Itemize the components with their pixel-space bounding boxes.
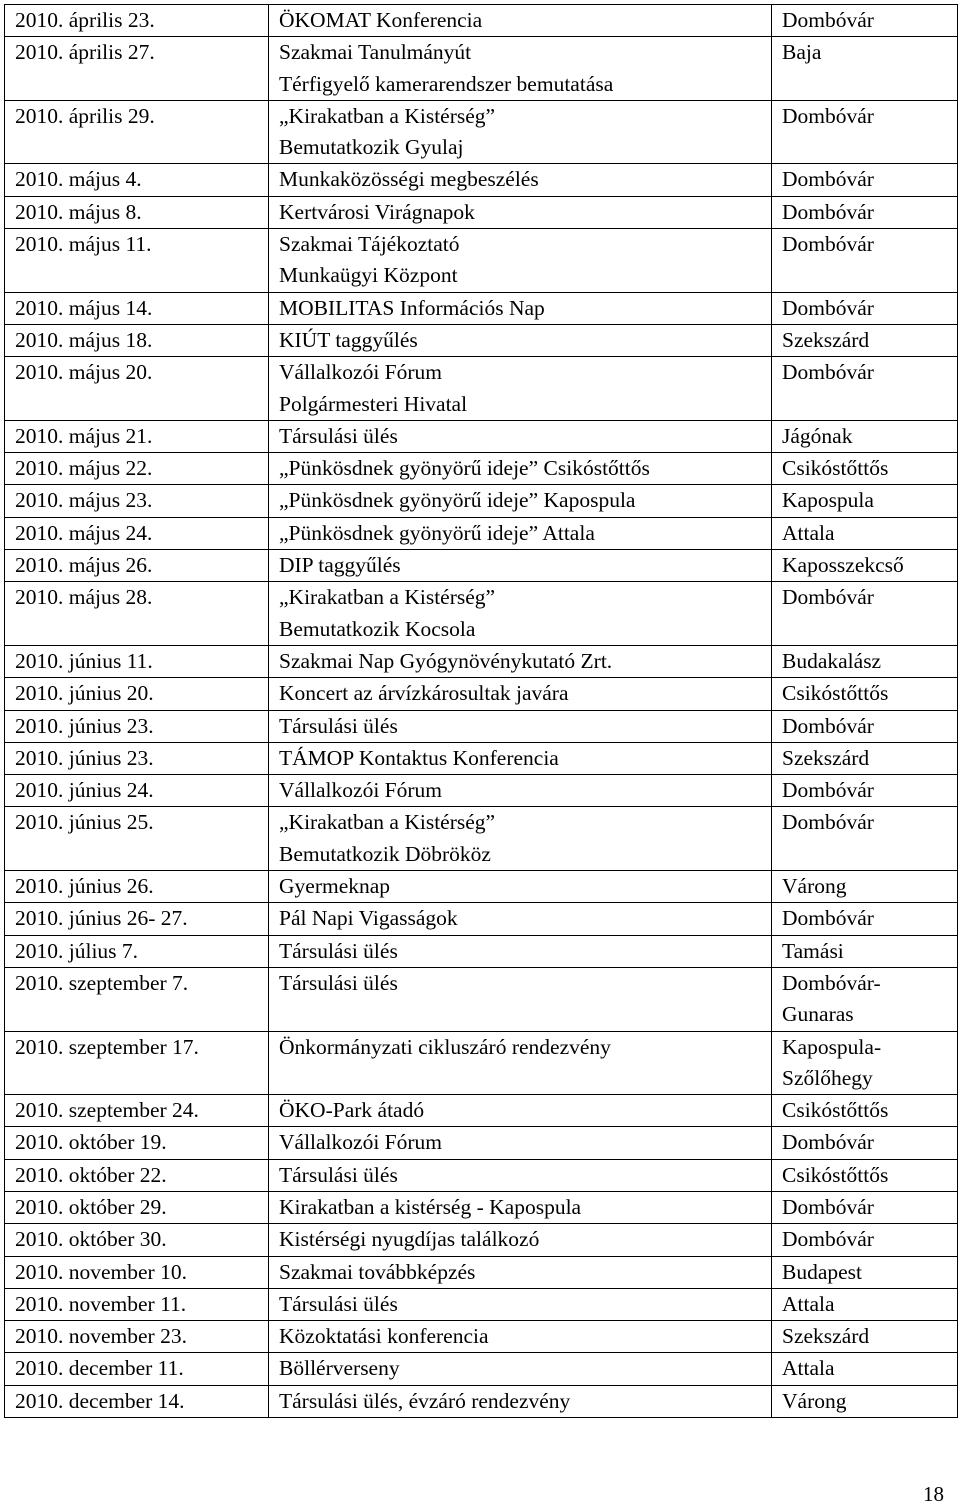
date-cell: 2010. július 7. xyxy=(5,935,269,967)
date-cell: 2010. szeptember 24. xyxy=(5,1095,269,1127)
event-cell: Szakmai Tájékoztató Munkaügyi Központ xyxy=(269,229,772,293)
table-row xyxy=(5,1385,958,1417)
date-cell: 2010. június 26- 27. xyxy=(5,903,269,935)
place-cell: Csikóstőttős xyxy=(772,678,958,710)
place-cell: Csikóstőttős xyxy=(772,453,958,485)
event-cell: Koncert az árvízkárosultak javára xyxy=(269,678,772,710)
date-cell: 2010. október 19. xyxy=(5,1127,269,1159)
place-cell: Csikóstőttős xyxy=(772,1095,958,1127)
place-cell: Csikóstőttős xyxy=(772,1159,958,1191)
table-row xyxy=(5,324,958,356)
event-cell: KIÚT taggyűlés xyxy=(269,324,772,356)
place-cell: Dombóvár xyxy=(772,1127,958,1159)
events-table-body xyxy=(5,5,958,1418)
date-cell: 2010. december 11. xyxy=(5,1353,269,1385)
table-row xyxy=(5,645,958,677)
table-row xyxy=(5,1191,958,1223)
table-row xyxy=(5,550,958,582)
place-cell: Dombóvár xyxy=(772,582,958,646)
date-cell: 2010. június 24. xyxy=(5,775,269,807)
event-cell: Szakmai Nap Gyógynövénykutató Zrt. xyxy=(269,645,772,677)
date-cell: 2010. október 30. xyxy=(5,1224,269,1256)
event-cell: Gyermeknap xyxy=(269,871,772,903)
table-row xyxy=(5,1127,958,1159)
table-row xyxy=(5,1095,958,1127)
date-cell: 2010. június 26. xyxy=(5,871,269,903)
event-cell: Vállalkozói Fórum xyxy=(269,1127,772,1159)
place-cell: Tamási xyxy=(772,935,958,967)
place-cell: Attala xyxy=(772,1353,958,1385)
table-row xyxy=(5,903,958,935)
table-row xyxy=(5,1256,958,1288)
place-cell: Dombóvár xyxy=(772,196,958,228)
place-cell: Jágónak xyxy=(772,420,958,452)
table-row xyxy=(5,196,958,228)
table-row xyxy=(5,37,958,101)
event-cell: MOBILITAS Információs Nap xyxy=(269,292,772,324)
table-row xyxy=(5,967,958,1031)
place-cell: Szekszárd xyxy=(772,1321,958,1353)
table-row xyxy=(5,807,958,871)
event-cell: Önkormányzati cikluszáró rendezvény xyxy=(269,1031,772,1095)
table-row xyxy=(5,100,958,164)
table-row xyxy=(5,1288,958,1320)
date-cell: 2010. november 10. xyxy=(5,1256,269,1288)
place-cell: Dombóvár xyxy=(772,903,958,935)
event-cell: ÖKOMAT Konferencia xyxy=(269,5,772,37)
event-cell: Kirakatban a kistérség - Kapospula xyxy=(269,1191,772,1223)
table-row xyxy=(5,517,958,549)
place-cell: Dombóvár xyxy=(772,229,958,293)
place-cell: Dombóvár xyxy=(772,5,958,37)
event-cell: DIP taggyűlés xyxy=(269,550,772,582)
date-cell: 2010. október 22. xyxy=(5,1159,269,1191)
table-row xyxy=(5,1031,958,1095)
place-cell: Kapospula xyxy=(772,485,958,517)
table-row xyxy=(5,582,958,646)
date-cell: 2010. október 29. xyxy=(5,1191,269,1223)
event-cell: Szakmai továbbképzés xyxy=(269,1256,772,1288)
place-cell: Dombóvár xyxy=(772,775,958,807)
date-cell: 2010. május 11. xyxy=(5,229,269,293)
date-cell: 2010. május 26. xyxy=(5,550,269,582)
table-row xyxy=(5,678,958,710)
place-cell: Budapest xyxy=(772,1256,958,1288)
place-cell: Dombóvár xyxy=(772,710,958,742)
table-row xyxy=(5,357,958,421)
table-row xyxy=(5,871,958,903)
place-cell: Dombóvár xyxy=(772,164,958,196)
date-cell: 2010. december 14. xyxy=(5,1385,269,1417)
table-row xyxy=(5,164,958,196)
event-cell: Munkaközösségi megbeszélés xyxy=(269,164,772,196)
table-row xyxy=(5,1159,958,1191)
event-cell: „Kirakatban a Kistérség” Bemutatkozik Döbrököz xyxy=(269,807,772,871)
date-cell: 2010. május 20. xyxy=(5,357,269,421)
date-cell: 2010. május 28. xyxy=(5,582,269,646)
table-row xyxy=(5,775,958,807)
table-row xyxy=(5,1224,958,1256)
place-cell: Várong xyxy=(772,871,958,903)
table-row xyxy=(5,5,958,37)
date-cell: 2010. május 18. xyxy=(5,324,269,356)
place-cell: Dombóvár xyxy=(772,357,958,421)
place-cell: Attala xyxy=(772,1288,958,1320)
place-cell: Dombóvár- Gunaras xyxy=(772,967,958,1031)
event-cell: Társulási ülés xyxy=(269,1288,772,1320)
table-row xyxy=(5,453,958,485)
date-cell: 2010. június 23. xyxy=(5,742,269,774)
place-cell: Dombóvár xyxy=(772,807,958,871)
event-cell: Társulási ülés xyxy=(269,420,772,452)
event-cell: Szakmai Tanulmányút Térfigyelő kamerarendszer bemutatása xyxy=(269,37,772,101)
event-cell: Társulási ülés xyxy=(269,967,772,1031)
event-cell: „Kirakatban a Kistérség” Bemutatkozik Gyulaj xyxy=(269,100,772,164)
date-cell: 2010. április 23. xyxy=(5,5,269,37)
event-cell: Kertvárosi Virágnapok xyxy=(269,196,772,228)
event-cell: „Pünkösdnek gyönyörű ideje” Kapospula xyxy=(269,485,772,517)
event-cell: Társulási ülés xyxy=(269,710,772,742)
date-cell: 2010. november 11. xyxy=(5,1288,269,1320)
place-cell: Dombóvár xyxy=(772,100,958,164)
table-row xyxy=(5,229,958,293)
event-cell: ÖKO-Park átadó xyxy=(269,1095,772,1127)
table-row xyxy=(5,1353,958,1385)
event-cell: Társulási ülés, évzáró rendezvény xyxy=(269,1385,772,1417)
date-cell: 2010. április 27. xyxy=(5,37,269,101)
date-cell: 2010. április 29. xyxy=(5,100,269,164)
table-row xyxy=(5,420,958,452)
date-cell: 2010. május 14. xyxy=(5,292,269,324)
date-cell: 2010. június 20. xyxy=(5,678,269,710)
event-cell: Vállalkozói Fórum xyxy=(269,775,772,807)
table-row xyxy=(5,935,958,967)
place-cell: Baja xyxy=(772,37,958,101)
event-cell: Közoktatási konferencia xyxy=(269,1321,772,1353)
event-cell: „Pünkösdnek gyönyörű ideje” Attala xyxy=(269,517,772,549)
event-cell: Pál Napi Vigasságok xyxy=(269,903,772,935)
event-cell: „Pünkösdnek gyönyörű ideje” Csikóstőttős xyxy=(269,453,772,485)
event-cell: Kistérségi nyugdíjas találkozó xyxy=(269,1224,772,1256)
date-cell: 2010. május 8. xyxy=(5,196,269,228)
place-cell: Szekszárd xyxy=(772,742,958,774)
event-cell: TÁMOP Kontaktus Konferencia xyxy=(269,742,772,774)
date-cell: 2010. szeptember 7. xyxy=(5,967,269,1031)
date-cell: 2010. május 24. xyxy=(5,517,269,549)
event-cell: Társulási ülés xyxy=(269,1159,772,1191)
event-cell: „Kirakatban a Kistérség” Bemutatkozik Kocsola xyxy=(269,582,772,646)
place-cell: Budakalász xyxy=(772,645,958,677)
page-number: 18 xyxy=(923,1482,944,1506)
place-cell: Attala xyxy=(772,517,958,549)
date-cell: 2010. május 22. xyxy=(5,453,269,485)
table-row xyxy=(5,710,958,742)
place-cell: Dombóvár xyxy=(772,1224,958,1256)
table-row xyxy=(5,1321,958,1353)
date-cell: 2010. június 25. xyxy=(5,807,269,871)
events-table xyxy=(4,4,958,1418)
table-row xyxy=(5,292,958,324)
date-cell: 2010. május 4. xyxy=(5,164,269,196)
place-cell: Dombóvár xyxy=(772,292,958,324)
date-cell: 2010. május 21. xyxy=(5,420,269,452)
place-cell: Kapospula- Szőlőhegy xyxy=(772,1031,958,1095)
place-cell: Dombóvár xyxy=(772,1191,958,1223)
table-row xyxy=(5,485,958,517)
event-cell: Társulási ülés xyxy=(269,935,772,967)
date-cell: 2010. június 23. xyxy=(5,710,269,742)
table-row xyxy=(5,742,958,774)
date-cell: 2010. május 23. xyxy=(5,485,269,517)
date-cell: 2010. november 23. xyxy=(5,1321,269,1353)
date-cell: 2010. szeptember 17. xyxy=(5,1031,269,1095)
place-cell: Várong xyxy=(772,1385,958,1417)
date-cell: 2010. június 11. xyxy=(5,645,269,677)
event-cell: Böllérverseny xyxy=(269,1353,772,1385)
place-cell: Kaposszekcső xyxy=(772,550,958,582)
place-cell: Szekszárd xyxy=(772,324,958,356)
event-cell: Vállalkozói Fórum Polgármesteri Hivatal xyxy=(269,357,772,421)
